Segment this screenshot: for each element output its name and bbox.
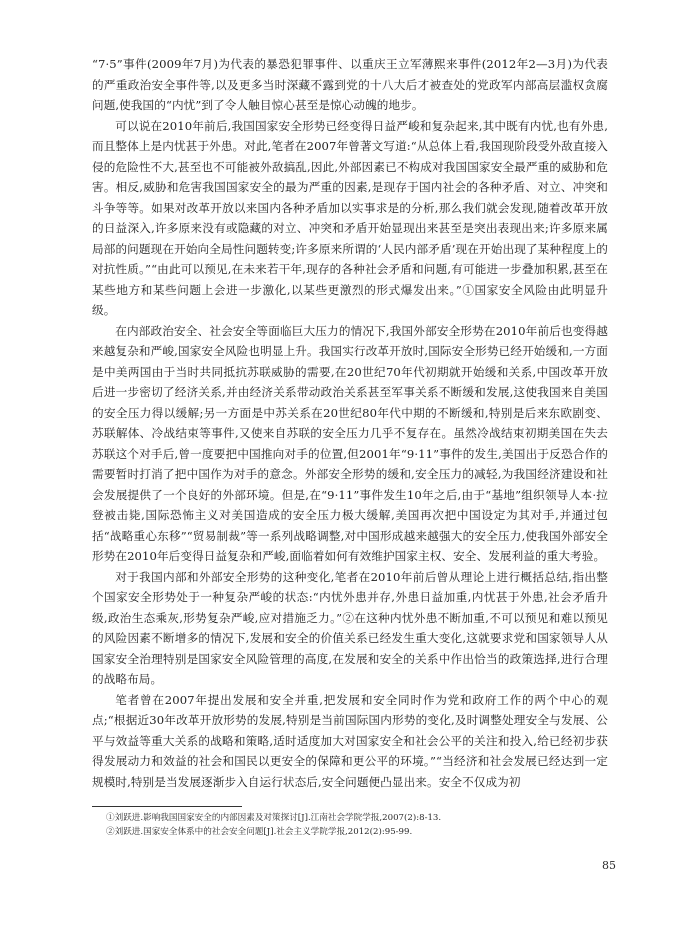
body-text (92, 54, 608, 792)
paragraph-3: 在内部政治安全、社会安全等面临巨大压力的情况下,我国外部安全形势在2010年前后也变得越来越复杂和严峻,国家安全风险也明显上升。我国实行改革开放时,国际安全形势已经开始缓和,一方面是中美两国由于当时共同抵抗苏联威胁的需要,在20世纪70年代初期就开始缓和关系,中国改革开放后进一步密切了经济关系,并由经济关系带动政治关系甚至军事关系不断缓和发展,这使我国来自美国的安全压力得以缓解;另一方面是中苏关系在20世纪80年代中期的不断缓和,特别是后来东欧剧变、苏联解体、冷战结束等事件,又使来自苏联的安全压力几乎不复存在。虽然冷战结束初期美国在失去苏联这个对手后,曾一度要把中国推向对手的位置,但2001年“9·11”事件的发生,美国出于反恐合作的需要暂时打消了把中国作为对手的意念。外部安全形势的缓和,安全压力的减轻,为我国经济建设和社会发展提供了一个良好的外部环境。但是,在“9·11”事件发生10年之后,由于“基地”组织领导人本·拉登被击毙,国际恐怖主义对美国造成的安全压力极大缓解,美国再次把中国设定为其对手,并通过包括“战略重心东移”“贸易制裁”等一系列战略调整,对中国形成越来越强大的安全压力,使我国外部安全形势在2010年后变得日益复杂和严峻,面临着如何有效维护国家主权、安全、发展利益的重大考验。 (92, 323, 608, 563)
paragraph-2: 可以说在2010年前后,我国国家安全形势已经变得日益严峻和复杂起来,其中既有内忧,也有外患,而且整体上是内忧甚于外患。对此,笔者在2007年曾著文写道:“从总体上看,我国现阶段受外敌直接入侵的危险性不大,甚至也不可能被外敌搞乱,因此,外部因素已不构成对我国国家安全最严重的威胁和危害。相反,威胁和危害我国国家安全的最为严重的因素,是现存于国内社会的各种矛盾、对立、冲突和斗争等等。如果对改革开放以来国内各种矛盾加以实事求是的分析,那么我们就会发现,随着改革开放的日益深入,许多原来没有或隐藏的对立、冲突和矛盾开始显现出来甚至是突出表现出来;许多原来属局部的问题现在开始向全局性问题转变;许多原来所谓的‘人民内部矛盾’现在开始出现了某种程度上的对抗性质。”“由此可以预见,在未来若干年,现存的各种社会矛盾和问题,有可能进一步叠加积累,甚至在某些地方和某些问题上会进一步激化,以某些更激烈的形式爆发出来。”①国家安全风险由此明显升级。 (92, 118, 608, 317)
footnote-2: ②刘跃进.国家安全体系中的社会安全问题[J].社会主义学院学报,2012(2):95-99. (106, 827, 413, 837)
page-number: 85 (602, 859, 616, 872)
paragraph-5: 笔者曾在2007年提出发展和安全并重,把发展和安全同时作为党和政府工作的两个中心的观点;“根据近30年改革开放形势的发展,特别是当前国际国内形势的变化,及时调整处理安全与发展、公平与效益等重大关系的战略和策略,适时适度加大对国家安全和社会公平的关注和投入,给已经初步获得发展动力和效益的社会和国民以更安全的保障和更公平的环境。”“当经济和社会发展已经达到一定规模时,特别是当发展逐渐步入自运行状态后,安全问题便凸显出来。安全不仅成为初 (92, 692, 608, 789)
footnote-1: ①刘跃进.影响我国国家安全的内部因素及对策探讨[J].江南社会学院学报,2007(2):8-13. (106, 813, 442, 823)
footnotes (92, 806, 608, 839)
footnote-divider (92, 806, 242, 807)
paragraph-1: “7·5”事件(2009年7月)为代表的暴恐犯罪事件、以重庆王立军薄熙来事件(2012年2—3月)为代表的严重政治安全事件等,以及更多当时深藏不露到党的十八大后才被查处的党政军内部高层滥权贪腐问题,使我国的“内忧”到了令人触目惊心甚至是惊心动魄的地步。 (92, 57, 608, 112)
paragraph-4: 对于我国内部和外部安全形势的这种变化,笔者在2010年前后曾从理论上进行概括总结,指出整个国家安全形势处于一种复杂严峻的状态:“内忧外患并存,外患日益加重,内忧甚于外患,社会矛盾升级,政治生态乘灰,形势复杂严峻,应对措施乏力。”②在这种内忧外患不断加重,不可以预见和难以预见的风险因素不断增多的情况下,发展和安全的价值关系已经发生重大变化,这就要求党和国家领导人从国家安全治理特别是国家安全风险管理的高度,在发展和安全的关系中作出恰当的政策选择,进行合理的战略布局。 (92, 569, 608, 686)
